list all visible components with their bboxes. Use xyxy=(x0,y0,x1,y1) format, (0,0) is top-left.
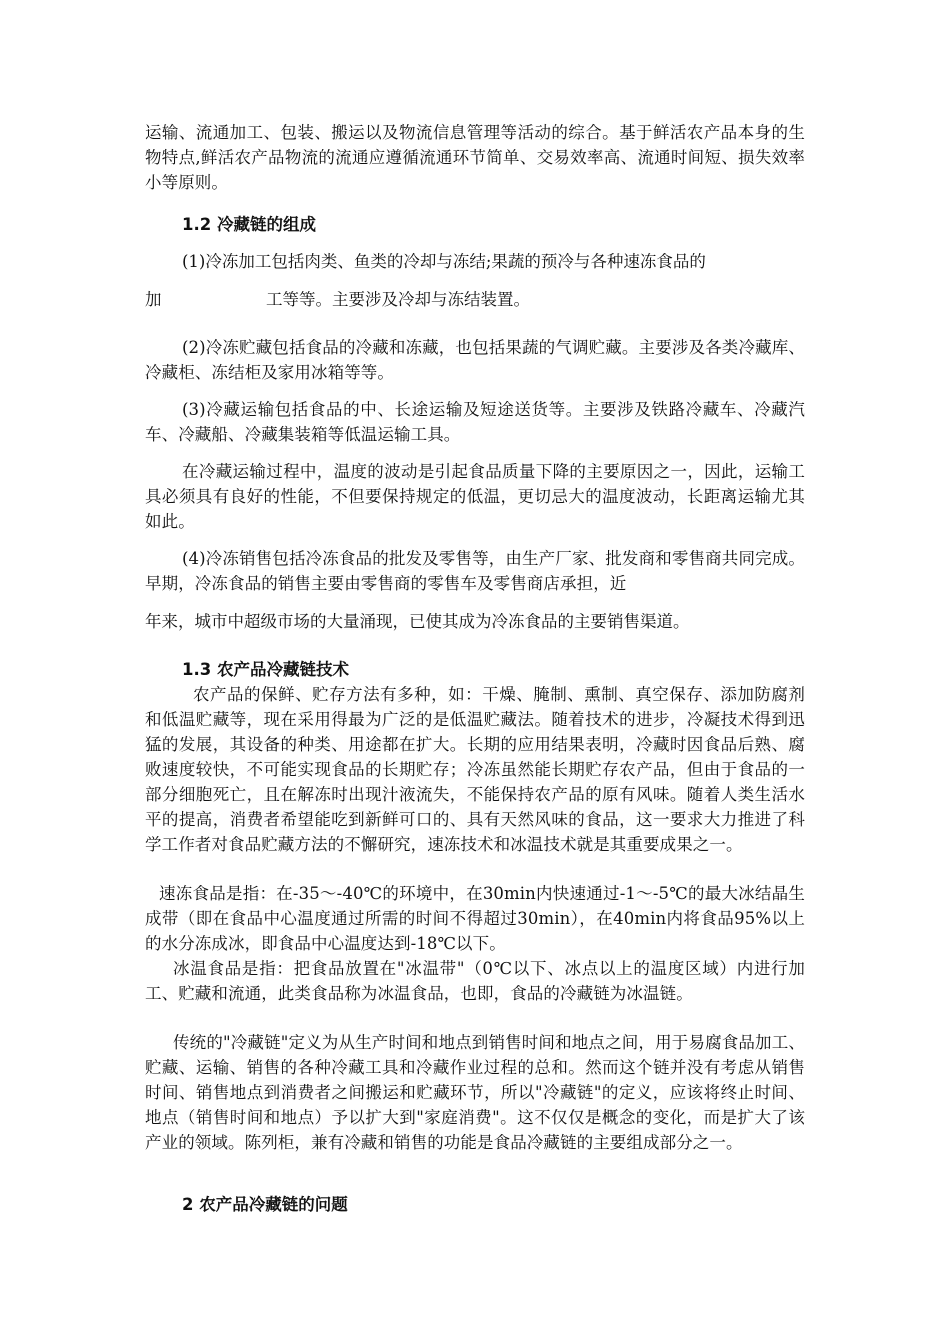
paragraph-transport: 在冷藏运输过程中，温度的波动是引起食品质量下降的主要原因之一，因此，运输工具必须具有良好的性能，不但要保持规定的低温，更切忌大的温度波动，长距离运输尤其如此。 xyxy=(145,462,805,531)
paragraph-traditional-definition: 传统的"冷藏链"定义为从生产时间和地点到销售时间和地点之间，用于易腐食品加工、贮藏、运输、销售的各种冷藏工具和冷藏作业过程的总和。然而这个链并没有考虑从销售时间、销售地点到消费者之间搬运和贮藏环节，所以"冷藏链"的定义，应该将终止时间、地点（销售时间和地点）予以扩大到"家庭消费"。这不仅仅是概念的变化，而是扩大了该产业的领域。陈列柜，兼有冷藏和销售的功能是食品冷藏链的主要组成部分之一。 xyxy=(145,1033,805,1152)
paragraph-preservation: 农产品的保鲜、贮存方法有多种，如：干燥、腌制、熏制、真空保存、添加防腐剂和低温贮藏等，现在采用得最为广泛的是低温贮藏法。随着技术的进步，冷凝技术得到迅猛的发展，其设备的种类、用途都在扩大。长期的应用结果表明，冷藏时因食品后熟、腐败速度较快，不可能实现食品的长期贮存；冷冻虽然能长期贮存农产品，但由于食品的一部分细胞死亡，且在解冻时出现汁液流失，不能保持农产品的原有风味。随着人类生活水平的提高，消费者希望能吃到新鲜可口的、具有天然风味的食品，这一要求大力推进了科学工作者对食品贮藏方法的不懈研究，速冻技术和冰温技术就是其重要成果之一。 xyxy=(145,685,805,854)
paragraph-item-1-fragment-b: 工等等。主要涉及冷却与冻结装置。 xyxy=(266,290,530,309)
heading-1-3: 1.3 农产品冷藏链技术 xyxy=(182,660,349,679)
paragraph-item-2: (2)冷冻贮藏包括食品的冷藏和冻藏，也包括果蔬的气调贮藏。主要涉及各类冷藏库、冷藏柜、冻结柜及家用冰箱等等。 xyxy=(145,338,805,382)
paragraph-item-4b: 年来，城市中超级市场的大量涌现，已使其成为冷冻食品的主要销售渠道。 xyxy=(145,612,690,631)
paragraph-ice-temperature: 冰温食品是指：把食品放置在"冰温带"（0℃以下、冰点以上的温度区域）内进行加工、贮藏和流通，此类食品称为冰温食品，也即，食品的冷藏链为冰温链。 xyxy=(145,959,805,1003)
heading-1-2: 1.2 冷藏链的组成 xyxy=(182,215,316,234)
heading-2: 2 农产品冷藏链的问题 xyxy=(182,1195,348,1214)
paragraph-item-1-fragment-a: 加 xyxy=(145,290,162,309)
paragraph-item-3: (3)冷藏运输包括食品的中、长途运输及短途送货等。主要涉及铁路冷藏车、冷藏汽车、冷藏船、冷藏集装箱等低温运输工具。 xyxy=(145,400,805,444)
paragraph-item-1-line1: (1)冷冻加工包括肉类、鱼类的冷却与冻结;果蔬的预冷与各种速冻食品的 xyxy=(182,252,706,271)
paragraph-intro: 运输、流通加工、包装、搬运以及物流信息管理等活动的综合。基于鲜活农产品本身的生物特点,鲜活农产品物流的流通应遵循流通环节简单、交易效率高、流通时间短、损失效率小等原则。 xyxy=(145,123,805,192)
paragraph-item-4a: (4)冷冻销售包括冷冻食品的批发及零售等，由生产厂家、批发商和零售商共同完成。早期，冷冻食品的销售主要由零售商的零售车及零售商店承担，近 xyxy=(145,549,805,593)
paragraph-quick-freeze: 速冻食品是指：在-35～-40℃的环境中，在30min内快速通过-1～-5℃的最大冰结晶生成带（即在食品中心温度通过所需的时间不得超过30min），在40min内将食品95%以上的水分冻成冰，即食品中心温度达到-18℃以下。 xyxy=(145,884,805,953)
